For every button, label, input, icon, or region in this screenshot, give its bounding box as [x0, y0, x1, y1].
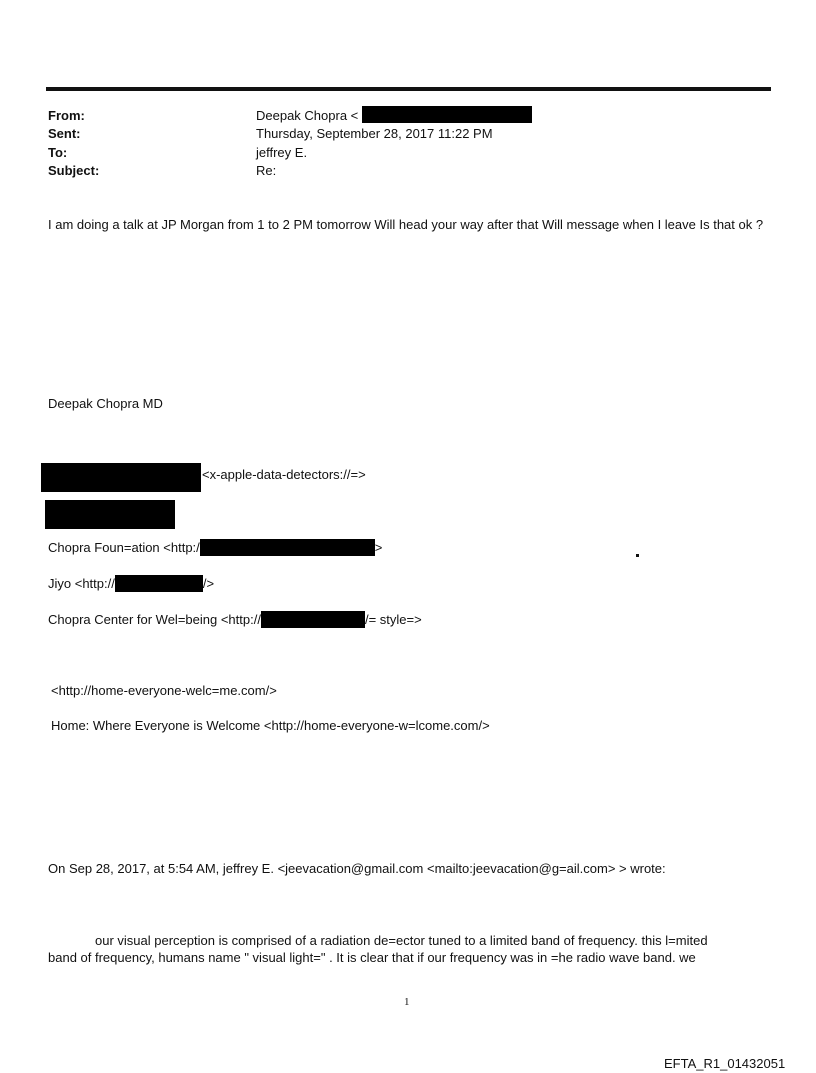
- quoted-line-2: band of frequency, humans name " visual light=" . It is clear that if our frequency was in =he radio wave band. we: [48, 950, 696, 965]
- jiyo-link[interactable]: [48, 575, 214, 592]
- to-value: jeffrey E.: [256, 145, 308, 160]
- foundation-link-suffix: >: [374, 540, 383, 555]
- signature-name: Deepak Chopra MD: [48, 396, 163, 411]
- foundation-link[interactable]: [48, 539, 382, 556]
- home-welcome-link[interactable]: Home: Where Everyone is Welcome <http://home-everyone-w=lcome.com/>: [51, 718, 490, 733]
- chopra-center-link-prefix: Chopra Center for Wel=being <http://: [48, 612, 261, 627]
- message-body: I am doing a talk at JP Morgan from 1 to 2 PM tomorrow Will head your way after that Will message when I leave Is that ok ?: [48, 217, 764, 232]
- chopra-center-link-suffix: /= style=>: [364, 612, 422, 627]
- chopra-center-link[interactable]: [48, 611, 422, 628]
- subject-label: Subject:: [48, 163, 100, 178]
- redaction-foundation-url: [200, 539, 375, 556]
- stray-dot: [636, 554, 639, 557]
- jiyo-link-suffix: />: [202, 576, 215, 591]
- redaction-jiyo-url: [115, 575, 203, 592]
- jiyo-link-prefix: Jiyo <http://: [48, 576, 115, 591]
- quoted-attribution: On Sep 28, 2017, at 5:54 AM, jeffrey E. <jeevacation@gmail.com <mailto:jeevacation@g=ail.com> > wrote:: [48, 861, 666, 876]
- home-link[interactable]: <http://home-everyone-welc=me.com/>: [51, 683, 277, 698]
- page-number: 1: [404, 996, 410, 1008]
- foundation-link-prefix: Chopra Foun=ation <http:/: [48, 540, 200, 555]
- document-id: EFTA_R1_01432051: [664, 1056, 786, 1071]
- redaction-center-url: [261, 611, 365, 628]
- sent-label: Sent:: [48, 126, 81, 141]
- redaction-address-2: [45, 500, 175, 529]
- subject-value: Re:: [256, 163, 277, 178]
- quoted-line-1: our visual perception is comprised of a radiation de=ector tuned to a limited band of frequency. this l=mited: [95, 933, 708, 948]
- redaction-from-email: [362, 106, 532, 123]
- redaction-address-1: [41, 463, 201, 492]
- to-label: To:: [48, 145, 68, 160]
- sent-value: Thursday, September 28, 2017 11:22 PM: [256, 126, 493, 141]
- apple-data-detectors-link[interactable]: <x-apple-data-detectors://=>: [202, 467, 366, 482]
- header-rule: [46, 87, 771, 91]
- from-label: From:: [48, 108, 85, 123]
- from-value: Deepak Chopra <: [256, 108, 359, 123]
